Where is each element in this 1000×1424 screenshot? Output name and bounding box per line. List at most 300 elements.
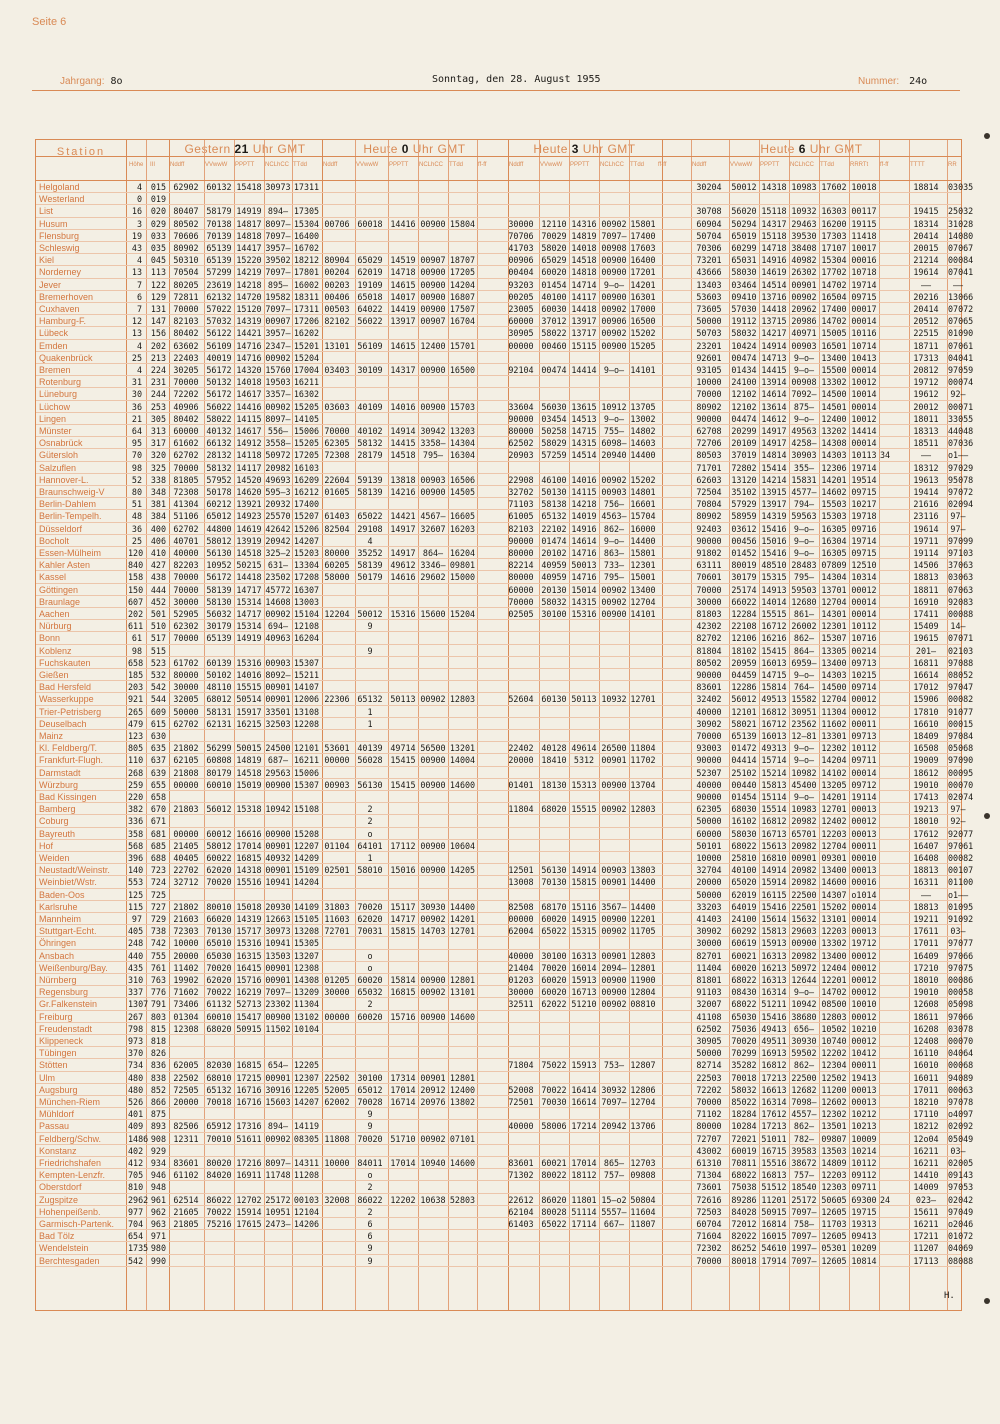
obs-cell: 17208	[293, 572, 320, 583]
table-row	[36, 1035, 974, 1047]
obs-cell: 71304	[696, 1170, 722, 1181]
station-number: 305	[150, 413, 166, 424]
obs-cell: 16211	[293, 377, 320, 388]
obs-cell: 09801	[449, 560, 476, 571]
obs-cell: 20109	[731, 438, 757, 449]
obs-cell: 40102	[357, 426, 383, 436]
obs-cell: 12302	[821, 743, 847, 754]
obs-cell: 00474	[541, 365, 567, 375]
obs-cell: 80000	[508, 426, 534, 436]
obs-cell: 00000	[173, 828, 199, 839]
obs-cell: 15914	[761, 877, 787, 888]
obs-cell: 21808	[173, 767, 199, 778]
table-row	[36, 303, 974, 315]
obs-cell: 60010	[206, 779, 232, 790]
table-row	[36, 620, 966, 632]
obs-cell: 58022	[541, 328, 567, 339]
obs-cell: 80904	[324, 255, 350, 266]
obs-cell: 14318	[761, 182, 787, 192]
obs-cell: 15414	[761, 462, 787, 473]
table-row	[36, 974, 974, 986]
table-row	[36, 1255, 974, 1267]
obs-cell: 33203	[696, 901, 722, 912]
obs-cell: 16508	[913, 743, 939, 754]
obs-cell: 10983	[791, 182, 817, 192]
obs-cell: 10638	[420, 1194, 446, 1205]
obs-cell: 09716	[851, 523, 877, 534]
obs-cell: 16815	[236, 1060, 262, 1071]
obs-cell: 50000	[696, 889, 722, 900]
obs-cell: 70022	[206, 1206, 232, 1217]
obs-cell: 00900	[601, 914, 627, 924]
obs-cell: 81805	[173, 474, 199, 485]
obs-cell: 12682	[791, 1084, 817, 1095]
station-height: 248	[128, 938, 144, 949]
station-number: 875	[150, 1109, 166, 1120]
obs-cell: 16812	[761, 706, 787, 717]
station-name: Bayreuth	[39, 828, 76, 839]
obs-cell: 49563	[791, 426, 817, 436]
obs-cell: 11418	[851, 230, 877, 241]
obs-cell: 10116	[851, 328, 877, 339]
obs-cell: 00900	[265, 828, 291, 839]
obs-cell: 20962	[791, 304, 817, 314]
obs-cell: 58959	[731, 511, 757, 522]
obs-cell: 50012	[357, 609, 383, 619]
obs-cell: 22102	[541, 523, 567, 534]
obs-cell: 00900	[420, 487, 446, 497]
obs-cell: 12104	[293, 1206, 320, 1217]
obs-cell: 15203	[293, 548, 320, 558]
obs-cell: 14513	[571, 413, 597, 424]
table-row	[36, 937, 974, 949]
station-name: Stuttgart-Echt.	[39, 926, 97, 937]
obs-cell: 80902	[173, 243, 199, 253]
obs-cell: 02094	[948, 499, 974, 510]
obs-cell: 71102	[696, 1109, 722, 1120]
obs-cell: 19715	[851, 1206, 877, 1217]
obs-cell: 21605	[173, 1206, 199, 1217]
obs-cell: 80902	[696, 401, 722, 412]
obs-cell: 18011	[913, 413, 939, 424]
table-row	[36, 791, 974, 803]
obs-cell: 17313	[913, 352, 939, 363]
obs-cell: 14809	[821, 1158, 847, 1168]
obs-cell: 58139	[357, 487, 383, 497]
group-hour: 6	[798, 142, 806, 156]
table-row	[36, 388, 966, 400]
obs-cell: 15018	[236, 901, 262, 912]
obs-cell: 15316	[236, 657, 262, 668]
obs-cell: 50972	[791, 962, 817, 973]
obs-cell: 09714	[851, 682, 877, 693]
station-name: Quakenbrück	[39, 352, 93, 363]
station-number: 131	[150, 304, 166, 314]
station-name: Koblenz	[39, 645, 72, 656]
obs-cell: 22403	[173, 352, 199, 363]
obs-cell: 50915	[236, 1023, 262, 1034]
obs-cell: 68030	[731, 804, 757, 815]
obs-cell: 16311	[913, 877, 939, 888]
table-row	[36, 754, 974, 766]
obs-cell: 10932	[601, 694, 627, 705]
obs-cell: 17314	[390, 1072, 416, 1083]
obs-cell: 00068	[948, 1060, 974, 1071]
obs-cell: 40906	[173, 401, 199, 412]
column-subheader: Nddff	[170, 162, 185, 168]
station-height: 977	[128, 1206, 144, 1217]
obs-cell: 58006	[541, 1121, 567, 1132]
station-name: Cuxhaven	[39, 304, 80, 314]
obs-cell: 17611	[913, 926, 939, 937]
obs-cell: 14414	[851, 426, 877, 436]
obs-cell: 18612	[913, 767, 939, 778]
obs-cell: 58030	[731, 267, 757, 278]
obs-cell: 15214	[761, 767, 787, 778]
obs-cell: 16614	[571, 1097, 597, 1107]
obs-cell: 16813	[761, 1170, 787, 1181]
station-height: 7	[136, 279, 142, 290]
obs-cell: 14714	[571, 279, 597, 290]
obs-cell: 73605	[696, 304, 722, 314]
obs-cell: 56012	[731, 694, 757, 705]
obs-cell: 70030	[541, 1097, 567, 1107]
obs-cell: 14917	[390, 523, 416, 534]
obs-cell: 50972	[265, 450, 291, 461]
obs-cell: 00204	[324, 267, 350, 278]
station-number: 963	[150, 1219, 166, 1229]
obs-cell: 00902	[601, 999, 627, 1010]
obs-cell: 70504	[173, 267, 199, 278]
obs-cell: 15813	[761, 779, 787, 790]
obs-cell: 00902	[791, 291, 817, 302]
obs-cell: 56130	[357, 779, 383, 790]
obs-cell: 16211	[913, 1145, 939, 1156]
obs-cell: 10952	[206, 560, 232, 571]
obs-cell: 13302	[821, 938, 847, 949]
obs-cell: 01104	[324, 840, 350, 851]
obs-cell: 3957—	[265, 328, 291, 339]
obs-cell: 07072	[948, 304, 974, 314]
obs-cell: 62105	[173, 755, 199, 766]
station-name: Salzuflen	[39, 462, 77, 473]
obs-cell: 66020	[206, 914, 232, 924]
obs-cell: 58032	[541, 596, 567, 607]
obs-cell: 00900	[265, 1011, 291, 1022]
station-number: 452	[150, 596, 166, 607]
obs-cell: 30000	[173, 596, 199, 607]
obs-cell: 59139	[357, 474, 383, 485]
obs-cell: 01434	[731, 365, 757, 375]
obs-cell: 16807	[449, 291, 476, 302]
obs-cell: 18410	[541, 755, 567, 766]
station-number: 338	[150, 474, 166, 485]
obs-cell: 58021	[731, 718, 757, 729]
obs-cell: 11808	[324, 1133, 350, 1144]
obs-cell: 9—o—	[793, 743, 815, 754]
obs-cell: 08305	[293, 1133, 320, 1144]
obs-cell: 10214	[851, 1145, 877, 1156]
obs-cell: 80018	[731, 1255, 757, 1266]
header-rule	[36, 156, 961, 157]
obs-cell: 56022	[357, 316, 383, 327]
obs-cell: 14418	[761, 304, 787, 314]
obs-cell: 75038	[731, 1182, 757, 1193]
obs-cell: 15760	[265, 365, 291, 375]
obs-cell: 15205	[630, 340, 656, 351]
obs-cell: 93003	[696, 743, 722, 754]
obs-cell: 30000	[508, 987, 534, 998]
station-name: Kiel	[39, 255, 55, 266]
obs-cell: 17011	[913, 938, 939, 949]
obs-cell: 14716	[236, 352, 262, 363]
obs-cell: 68022	[731, 999, 757, 1010]
table-row	[36, 1120, 974, 1132]
obs-cell: 13201	[449, 743, 476, 754]
obs-cell: 00907	[420, 316, 446, 327]
obs-cell: 50258	[541, 426, 567, 436]
obs-cell: 14117	[571, 291, 597, 302]
obs-cell: 03403	[324, 365, 350, 375]
obs-cell: 9—o—	[603, 413, 625, 424]
obs-cell: 38672	[791, 1158, 817, 1168]
column-subheader: ff-ff	[478, 162, 487, 168]
obs-cell: 30000	[696, 938, 722, 949]
obs-cell: 17014	[571, 1158, 597, 1168]
obs-cell: 15315	[571, 926, 597, 937]
obs-cell: 22908	[508, 474, 534, 485]
obs-cell: 14307	[821, 889, 847, 900]
obs-cell: 16305	[821, 548, 847, 558]
obs-cell: 16500	[449, 365, 476, 375]
obs-cell: 14917	[761, 438, 787, 449]
obs-cell: 70000	[173, 584, 199, 595]
obs-cell: 16212	[293, 487, 320, 497]
obs-cell: 00016	[851, 255, 877, 266]
obs-cell: 16000	[630, 523, 656, 534]
obs-cell: 19612	[913, 389, 939, 400]
obs-cell: 17615	[236, 1219, 262, 1229]
obs-cell: 00900	[420, 267, 446, 278]
obs-cell: 09713	[851, 657, 877, 668]
obs-cell: 61702	[173, 657, 199, 668]
obs-cell: 00902	[601, 474, 627, 485]
obs-cell: 60132	[206, 182, 232, 192]
obs-cell: 17801	[293, 267, 320, 278]
obs-cell: 14400	[630, 901, 656, 912]
obs-cell: 07809	[821, 560, 847, 571]
obs-cell: 12102	[731, 389, 757, 400]
obs-cell: 50000	[696, 316, 722, 327]
nummer-label: Nummer:	[858, 76, 900, 87]
obs-cell: 70000	[696, 584, 722, 595]
obs-cell: 18707	[449, 255, 476, 266]
obs-cell: 15815	[571, 877, 597, 888]
station-number: 866	[150, 1097, 166, 1107]
obs-cell: 82102	[324, 316, 350, 327]
obs-cell: 62019	[357, 267, 383, 278]
group-suffix: Uhr GMT	[805, 142, 863, 156]
obs-cell: 16408	[913, 853, 939, 863]
obs-cell: 70130	[541, 877, 567, 888]
station-number: 029	[150, 218, 166, 229]
group-hour: 21	[234, 142, 249, 156]
obs-cell: 00012	[851, 706, 877, 717]
station-name: Garmisch-Partenk.	[39, 1219, 115, 1229]
obs-cell: 70000	[173, 572, 199, 583]
obs-cell: 16716	[236, 1097, 262, 1107]
obs-cell: 17011	[913, 1084, 939, 1095]
obs-cell: 7098—	[791, 1097, 817, 1107]
obs-cell: 15632	[791, 914, 817, 924]
obs-cell: 82508	[508, 901, 534, 912]
obs-cell: 00900	[601, 267, 627, 278]
obs-cell: 15613	[761, 840, 787, 851]
obs-cell: 13716	[761, 291, 787, 302]
obs-cell: 14505	[449, 487, 476, 497]
obs-cell: 11900	[630, 975, 656, 985]
obs-cell: 00902	[601, 804, 627, 815]
obs-cell: 66132	[206, 438, 232, 449]
obs-cell: 16504	[821, 291, 847, 302]
obs-cell: 54610	[761, 1243, 787, 1254]
obs-cell: 12400	[449, 1084, 476, 1095]
obs-cell: 56122	[206, 328, 232, 339]
obs-cell: 15316	[571, 609, 597, 619]
obs-cell: 81801	[696, 975, 722, 985]
obs-cell: 20012	[913, 401, 939, 412]
obs-cell: 00012	[851, 975, 877, 985]
station-name: Emden	[39, 340, 68, 351]
obs-cell: 10213	[851, 1121, 877, 1132]
obs-cell: 15207	[293, 511, 320, 522]
obs-cell: 80502	[696, 657, 722, 668]
obs-cell: 14819	[236, 755, 262, 766]
station-number: 776	[150, 987, 166, 998]
obs-cell: 12304	[821, 1060, 847, 1071]
obs-cell: 2	[367, 1206, 373, 1217]
station-name: Trier-Petrisberg	[39, 706, 102, 717]
obs-cell: 50113	[571, 694, 597, 705]
obs-cell: 12203	[821, 926, 847, 937]
obs-cell: 19415	[913, 206, 939, 217]
obs-cell: 00900	[420, 279, 446, 290]
obs-cell: 15316	[390, 609, 416, 619]
station-name: Weißenburg/Bay.	[39, 962, 108, 973]
obs-cell: 325—2	[265, 548, 291, 558]
obs-cell: 00095	[948, 767, 974, 778]
station-number: 019	[150, 194, 166, 205]
obs-cell: 19115	[851, 218, 877, 229]
obs-cell: 00012	[851, 987, 877, 998]
obs-cell: 71804	[508, 1060, 534, 1071]
obs-cell: 80402	[173, 413, 199, 424]
station-height: 31	[131, 377, 142, 388]
station-name: Essen-Mülheim	[39, 548, 102, 558]
obs-cell: 3357—	[265, 389, 291, 400]
obs-cell: 14614	[571, 535, 597, 546]
obs-cell: 70018	[731, 1072, 757, 1083]
obs-cell: 19615	[913, 633, 939, 644]
obs-cell: 82103	[173, 316, 199, 327]
obs-cell: 10942	[791, 999, 817, 1010]
group-suffix: Uhr GMT	[578, 142, 636, 156]
obs-cell: 62305	[324, 438, 350, 449]
obs-cell: 14520	[236, 474, 262, 485]
obs-cell: 56012	[206, 804, 232, 815]
obs-cell: 15109	[293, 865, 320, 876]
column-subheader: PPPTT	[235, 162, 255, 168]
obs-cell: 18312	[913, 462, 939, 473]
obs-cell: 40000	[696, 706, 722, 717]
obs-cell: 52803	[449, 1194, 476, 1205]
obs-cell: 97053	[948, 1182, 974, 1193]
obs-cell: 01100	[948, 877, 974, 888]
obs-cell: 15314	[236, 621, 262, 632]
obs-cell: 00063	[948, 1084, 974, 1095]
obs-cell: 15516	[761, 1158, 787, 1168]
obs-cell: 72501	[508, 1097, 534, 1107]
station-name: Braunlage	[39, 596, 81, 607]
obs-cell: 23005	[508, 304, 534, 314]
obs-cell: 62104	[508, 1206, 534, 1217]
obs-cell: 15831	[791, 474, 817, 485]
group-header	[322, 142, 507, 156]
obs-cell: 56109	[357, 340, 383, 351]
obs-cell: 15701	[449, 340, 476, 351]
obs-cell: 8092—	[265, 670, 291, 680]
obs-cell: 12408	[913, 1036, 939, 1046]
station-name: Mannheim	[39, 914, 82, 924]
obs-cell: 14319	[236, 914, 262, 924]
obs-cell: 16014	[571, 962, 597, 973]
obs-cell: 15313	[571, 779, 597, 790]
obs-cell: 72811	[173, 291, 199, 302]
obs-cell: 65022	[541, 1219, 567, 1229]
obs-cell: 10014	[851, 389, 877, 400]
station-height: 4	[136, 340, 142, 351]
obs-cell: 97075	[948, 962, 974, 973]
table-row	[36, 584, 974, 596]
obs-cell: 18112	[571, 1170, 597, 1181]
station-number: 934	[150, 1158, 166, 1168]
obs-cell: 68022	[731, 975, 757, 985]
obs-cell: 10012	[851, 377, 877, 388]
station-height: 95	[131, 438, 142, 449]
obs-cell: 13705	[630, 401, 656, 412]
station-number: 838	[150, 1072, 166, 1083]
obs-cell: 30179	[206, 621, 232, 632]
obs-cell: 15118	[761, 230, 787, 241]
obs-cell: 00012	[851, 584, 877, 595]
obs-cell: 20959	[731, 657, 757, 668]
obs-cell: 97029	[948, 462, 974, 473]
obs-cell: 15016	[390, 865, 416, 876]
obs-cell: 35102	[731, 487, 757, 497]
table-row	[36, 535, 974, 547]
obs-cell: 13003	[293, 596, 320, 607]
obs-cell: 70020	[357, 1133, 383, 1144]
station-height: 1307	[128, 999, 149, 1010]
obs-cell: 00404	[508, 267, 534, 278]
obs-cell: 12208	[293, 718, 320, 729]
obs-cell: 13120	[731, 474, 757, 485]
obs-cell: 15307	[293, 657, 320, 668]
obs-cell: 65031	[731, 255, 757, 266]
obs-cell: 16613	[761, 1084, 787, 1095]
obs-cell: 12807	[630, 1060, 656, 1071]
table-row	[36, 1059, 974, 1071]
